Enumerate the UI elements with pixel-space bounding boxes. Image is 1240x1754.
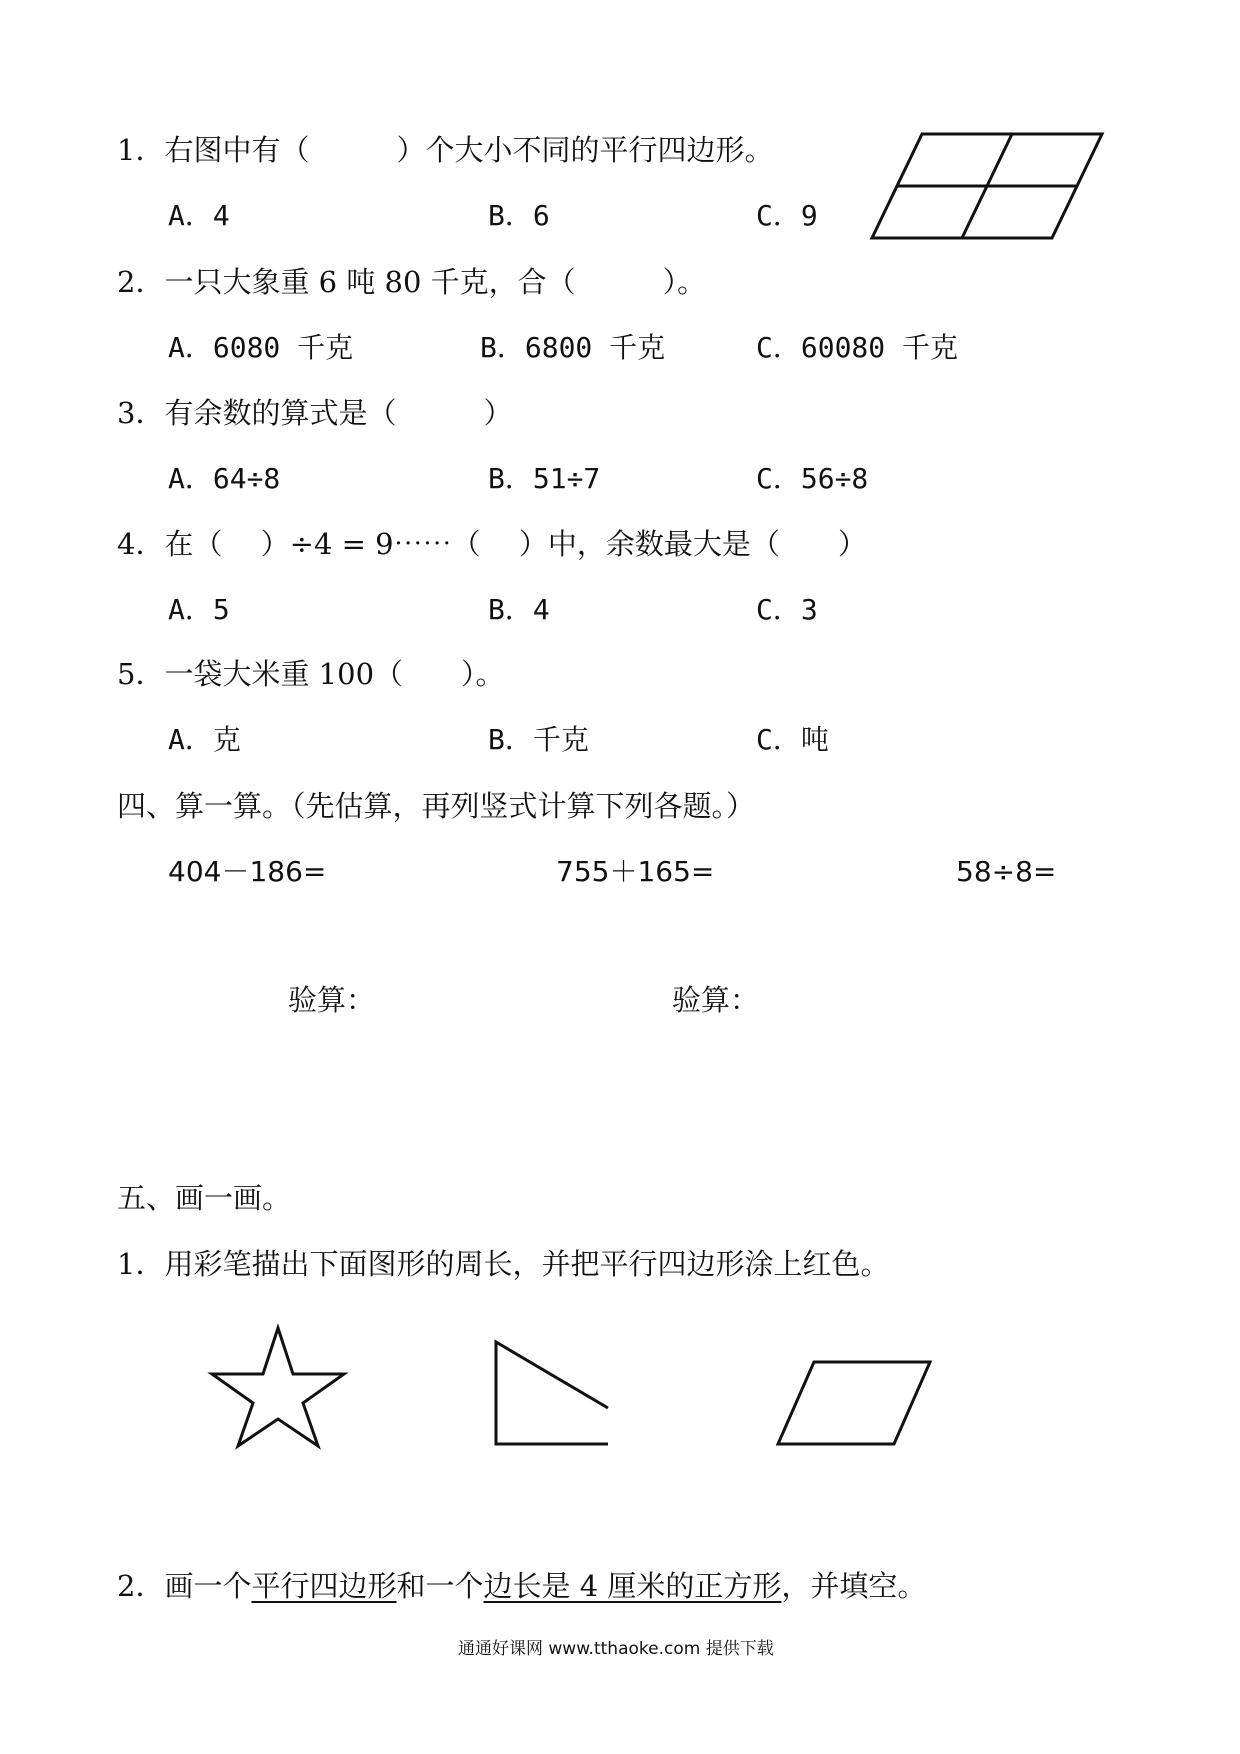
parallelogram-grid-figure: [870, 128, 1110, 248]
question-1-option-b: B．6: [488, 199, 550, 232]
question-5-option-b: B．千克: [488, 723, 589, 756]
check-label-1: 验算：: [288, 983, 376, 1017]
question-5-option-a: A．克: [168, 723, 241, 756]
right-triangle-shape: [492, 1338, 612, 1448]
question-3: 3．有余数的算式是（ ）: [117, 396, 513, 430]
question-4-option-b: B．4: [488, 593, 550, 626]
footer-download-note: 通通好课网 www.tthaoke.com 提供下载: [458, 1639, 774, 1659]
question-3-option-b: B．51÷7: [488, 462, 601, 495]
question-3-option-c: C．56÷8: [756, 462, 869, 495]
draw-question-2-suffix: ，并填空。: [781, 1569, 927, 1603]
calc-problem-3: 58÷8=: [956, 855, 1057, 888]
question-5: 5．一袋大米重 100（ ）。: [117, 657, 505, 691]
question-1-option-a: A．4: [168, 199, 230, 232]
question-1: 1．右图中有（ ）个大小不同的平行四边形。: [117, 133, 774, 167]
question-3-option-a: A．64÷8: [168, 462, 281, 495]
question-1-option-c: C．9: [756, 199, 818, 232]
question-2-option-c: C．60080 千克: [756, 331, 959, 364]
question-2: 2．一只大象重 6 吨 80 千克，合（ ）。: [117, 265, 707, 299]
question-5-option-c: C．吨: [756, 723, 829, 756]
section-5-title: 五、画一画。: [117, 1181, 292, 1215]
star-shape: [210, 1326, 350, 1450]
question-4-option-a: A．5: [168, 593, 230, 626]
check-label-2: 验算：: [672, 983, 760, 1017]
calc-problem-1: 404－186=: [168, 855, 327, 888]
question-4-option-c: C．3: [756, 593, 818, 626]
parallelogram-shape: [776, 1358, 936, 1448]
section-4-title: 四、算一算。（先估算，再列竖式计算下列各题。）: [117, 789, 756, 823]
underlined-parallelogram: 平行四边形: [251, 1569, 397, 1603]
question-2-option-a: A．6080 千克: [168, 331, 354, 364]
calc-problem-2: 755＋165=: [556, 855, 715, 888]
question-2-option-b: B．6800 千克: [480, 331, 666, 364]
question-4: 4．在（ ）÷4 = 9⋯⋯（ ）中，余数最大是（ ）: [117, 527, 867, 561]
draw-question-2-mid: 和一个: [396, 1569, 484, 1603]
draw-question-2: [117, 1568, 926, 1604]
draw-question-2-prefix: 2．画一个: [117, 1569, 252, 1603]
draw-question-1: 1．用彩笔描出下面图形的周长，并把平行四边形涂上红色。: [117, 1247, 890, 1281]
underlined-square: 边长是 4 厘米的正方形: [483, 1569, 782, 1603]
